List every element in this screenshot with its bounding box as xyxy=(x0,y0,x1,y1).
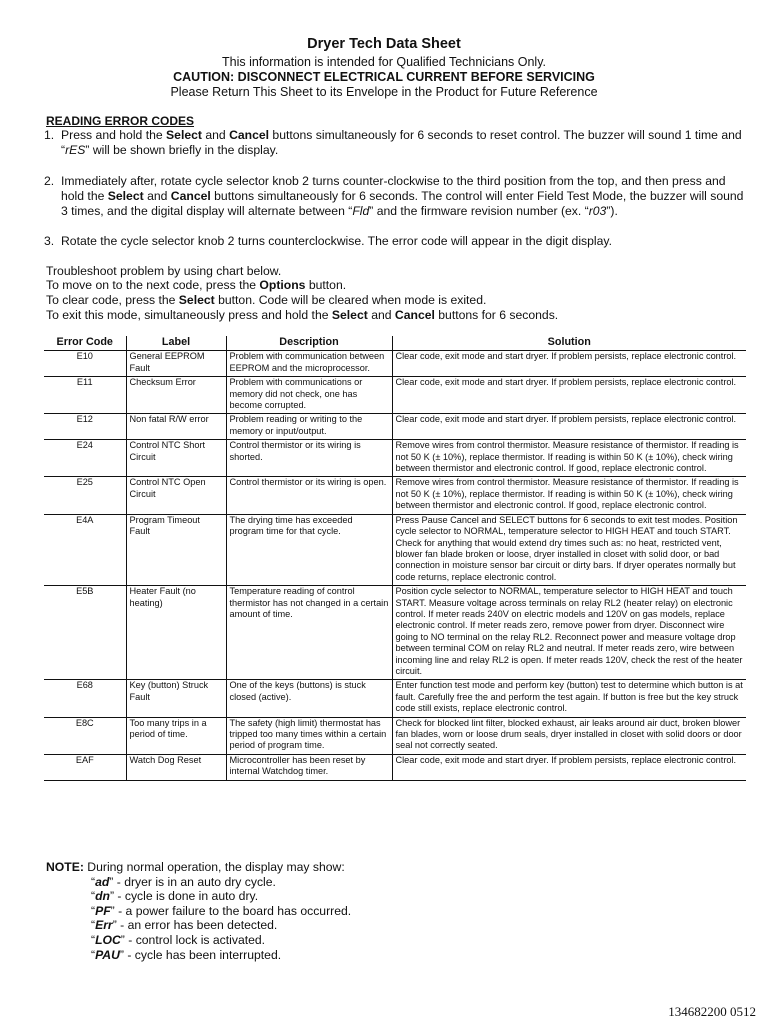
cell-error-code: E68 xyxy=(44,680,126,717)
table-header-row xyxy=(44,336,746,351)
bold-term: Cancel xyxy=(229,128,270,142)
bold-term: Cancel xyxy=(394,308,435,322)
cell-description: The drying time has exceeded program time for that cycle. xyxy=(226,514,392,585)
instruction-next-code xyxy=(46,278,346,293)
bold-term: Options xyxy=(259,278,306,292)
text-run: buttons simultaneously for 6 seconds. The control will enter Field Test Mode, the buzzer will sound 3 times, and the digital display will alternate between “ xyxy=(61,189,744,218)
text-run: Rotate the cycle selector knob 2 turns counterclockwise. The error code will appear in the digit display. xyxy=(61,234,612,248)
cell-error-code: E8C xyxy=(44,717,126,754)
cell-solution: Clear code, exit mode and start dryer. If problem persists, replace electronic control. xyxy=(392,377,746,414)
cell-label: Program Timeout Fault xyxy=(126,514,226,585)
caution-notice: CAUTION: DISCONNECT ELECTRICAL CURRENT BEFORE SERVICING xyxy=(173,70,595,84)
cell-error-code: E11 xyxy=(44,377,126,414)
text-run: ” will be shown briefly in the display. xyxy=(85,143,279,157)
text-run: ”). xyxy=(606,204,618,218)
table-row xyxy=(44,680,746,717)
cell-error-code: E25 xyxy=(44,477,126,514)
instruction-troubleshoot xyxy=(46,264,281,279)
note-item: “PAU” - cycle has been interrupted. xyxy=(91,947,282,962)
text-run: buttons for 6 seconds. xyxy=(434,308,559,322)
table-row xyxy=(44,717,746,754)
cell-description: Control thermistor or its wiring is shorted. xyxy=(226,440,392,477)
bold-term: Select xyxy=(107,189,144,203)
cell-label: Control NTC Open Circuit xyxy=(126,477,226,514)
display-code-meaning: - cycle is done in auto dry. xyxy=(114,889,259,904)
cell-error-code: E10 xyxy=(44,351,126,377)
cell-solution: Clear code, exit mode and start dryer. If problem persists, replace electronic control. xyxy=(392,351,746,377)
cell-solution: Check for blocked lint filter, blocked exhaust, air leaks around air duct, broken blower fan blades, worn or loose drum seals, dryer installed in closet with solid doors or door seal not correctly seated. xyxy=(392,717,746,754)
table-body xyxy=(44,351,746,780)
display-code: PF xyxy=(95,903,111,918)
table-row xyxy=(44,377,746,414)
text-run: and xyxy=(367,308,395,322)
header-error-code: Error Code xyxy=(44,336,126,351)
display-text: rES xyxy=(65,143,86,157)
step-number: 2. xyxy=(44,174,55,188)
cell-description: Problem with communication between EEPROM and the microprocessor. xyxy=(226,351,392,377)
display-code: Err xyxy=(95,918,113,933)
text-run: Troubleshoot problem by using chart below. xyxy=(46,264,282,278)
display-code-meaning: - an error has been detected. xyxy=(116,918,278,933)
bold-term: Select xyxy=(331,308,368,322)
cell-label: Watch Dog Reset xyxy=(126,754,226,780)
header-description: Description xyxy=(226,336,392,351)
step-text xyxy=(61,234,744,249)
cell-solution: Press Pause Cancel and SELECT buttons for 6 seconds to exit test modes. Position cycle selector to NORMAL, temperature selector to HIGH HEAT and touch START. Check for anything that would extend dry times such as: no heat, restricted vent, blower fan blade broken or loose, dryer installed in closet with solid door, or bad connection in moisture sensor bar circuit or dirty bars. If dryer operates normally but code returns, replace electronic control. xyxy=(392,514,746,585)
note-item: “LOC” - control lock is activated. xyxy=(91,932,266,947)
note-label: NOTE: xyxy=(46,860,84,874)
note-list xyxy=(46,875,351,963)
bold-term: Select xyxy=(178,293,215,307)
text-run: ” and the firmware revision number (ex. “ xyxy=(369,204,589,218)
display-code-meaning: - dryer is in an auto dry cycle. xyxy=(113,874,276,889)
cell-solution: Enter function test mode and perform key (button) test to determine which button is at fault. Carefully free the and perform the test again. If button is free but the key struck code still exists, replace electronic control. xyxy=(392,680,746,717)
display-text: r03 xyxy=(588,204,607,218)
cell-error-code: E5B xyxy=(44,586,126,680)
cell-description: Microcontroller has been reset by internal Watchdog timer. xyxy=(226,754,392,780)
table-row xyxy=(44,586,746,680)
cell-description: The safety (high limit) thermostat has tripped too many times within a certain period of program time. xyxy=(226,717,392,754)
section-heading: READING ERROR CODES xyxy=(46,114,195,128)
error-code-table xyxy=(44,336,746,781)
cell-solution: Remove wires from control thermistor. Measure resistance of thermistor. If reading is not 50 K (± 10%), replace thermistor. If reading is within 50 K (± 10%), check wiring between thermistor and electronic control. If good, replace electronic control. xyxy=(392,440,746,477)
cell-error-code: EAF xyxy=(44,754,126,780)
cell-description: Temperature reading of control thermistor has not changed in a certain amount of time. xyxy=(226,586,392,680)
bold-term: Select xyxy=(166,128,202,142)
text-run: To exit this mode, simultaneously press and hold the xyxy=(46,308,332,322)
step-text xyxy=(61,174,744,219)
table-row xyxy=(44,754,746,780)
display-code: ad xyxy=(95,874,110,889)
table-row xyxy=(44,414,746,440)
cell-error-code: E12 xyxy=(44,414,126,440)
cell-label: Checksum Error xyxy=(126,377,226,414)
cell-label: Non fatal R/W error xyxy=(126,414,226,440)
text-run: and xyxy=(143,189,171,203)
display-code: dn xyxy=(95,889,110,904)
cell-label: Heater Fault (no heating) xyxy=(126,586,226,680)
step-text xyxy=(61,128,744,158)
display-code-meaning: - control lock is activated. xyxy=(124,932,266,947)
cell-solution: Clear code, exit mode and start dryer. If problem persists, replace electronic control. xyxy=(392,754,746,780)
table-row xyxy=(44,440,746,477)
text-run: and xyxy=(201,128,230,142)
text-run: To clear code, press the xyxy=(46,293,179,307)
note-intro: During normal operation, the display may show: xyxy=(83,860,345,874)
return-notice: Please Return This Sheet to its Envelope in the Product for Future Reference xyxy=(170,85,598,99)
qualified-notice: This information is intended for Qualified Technicians Only. xyxy=(221,55,546,69)
cell-error-code: E4A xyxy=(44,514,126,585)
table-row xyxy=(44,477,746,514)
note-item: “dn” - cycle is done in auto dry. xyxy=(91,889,259,904)
table-row xyxy=(44,514,746,585)
step-2 xyxy=(44,174,744,219)
display-code: LOC xyxy=(95,932,121,947)
step-1 xyxy=(44,128,744,158)
cell-label: Control NTC Short Circuit xyxy=(126,440,226,477)
cell-solution: Position cycle selector to NORMAL, temperature selector to HIGH HEAT and touch START. Measure voltage across terminals on relay RL2 (heater relay) on electronic control. If meter reads 240V on electric models and 120V on gas models, replace electronic control. If meter reads zero, remove power from dryer. Disconnect wire going to NO terminal on the relay RL2. Reconnect power and measure voltage drop between terminal COM on relay RL2 and neutral. If meter reads zero, wire between incoming line and relay RL2 is open. If meter reads 120V, check the rest of the heater circuit. xyxy=(392,586,746,680)
cell-description: One of the keys (buttons) is stuck closed (active). xyxy=(226,680,392,717)
header-label: Label xyxy=(126,336,226,351)
text-run: buttons simultaneously for 6 seconds to reset control. The buzzer will sound 1 time and “ xyxy=(61,128,742,157)
page-title: Dryer Tech Data Sheet xyxy=(307,36,461,52)
bold-term: Cancel xyxy=(170,189,211,203)
text-run: Press and hold the xyxy=(61,128,167,142)
note-item: “Err” - an error has been detected. xyxy=(91,918,278,933)
text-run: button. xyxy=(305,278,347,292)
cell-error-code: E24 xyxy=(44,440,126,477)
cell-description: Problem reading or writing to the memory or input/output. xyxy=(226,414,392,440)
table-row xyxy=(44,351,746,377)
instruction-clear-code xyxy=(46,293,486,308)
instruction-exit-mode xyxy=(46,308,558,323)
step-number: 3. xyxy=(44,234,55,248)
cell-description: Control thermistor or its wiring is open. xyxy=(226,477,392,514)
header-solution: Solution xyxy=(392,336,746,351)
cell-label: Too many trips in a period of time. xyxy=(126,717,226,754)
cell-label: General EEPROM Fault xyxy=(126,351,226,377)
note-item: “PF” - a power failure to the board has occurred. xyxy=(91,903,352,918)
display-code-meaning: - cycle has been interrupted. xyxy=(123,947,282,962)
display-code-meaning: - a power failure to the board has occurred. xyxy=(114,903,352,918)
cell-label: Key (button) Struck Fault xyxy=(126,680,226,717)
display-text: Fld xyxy=(352,204,370,218)
step-number: 1. xyxy=(44,128,55,142)
display-code: PAU xyxy=(95,947,120,962)
cell-description: Problem with communications or memory did not check, one has become corrupted. xyxy=(226,377,392,414)
cell-solution: Clear code, exit mode and start dryer. If problem persists, replace electronic control. xyxy=(392,414,746,440)
note-item: “ad” - dryer is in an auto dry cycle. xyxy=(91,874,276,889)
text-run: Immediately after, rotate cycle selector knob 2 turns counter-clockwise to the third position from the top, and then press and hold the xyxy=(61,174,726,203)
document-number: 134682200 0512 xyxy=(668,1004,756,1019)
text-run: To move on to the next code, press the xyxy=(46,278,260,292)
text-run: button. Code will be cleared when mode is exited. xyxy=(214,293,487,307)
note-section xyxy=(46,860,351,962)
note-intro-line xyxy=(46,860,351,875)
cell-solution: Remove wires from control thermistor. Measure resistance of thermistor. If reading is not 50 K (± 10%), replace thermistor. If reading is within 50 K (± 10%), check wiring between thermistor and electronic control. If good, replace electronic control. xyxy=(392,477,746,514)
step-3 xyxy=(44,234,744,249)
